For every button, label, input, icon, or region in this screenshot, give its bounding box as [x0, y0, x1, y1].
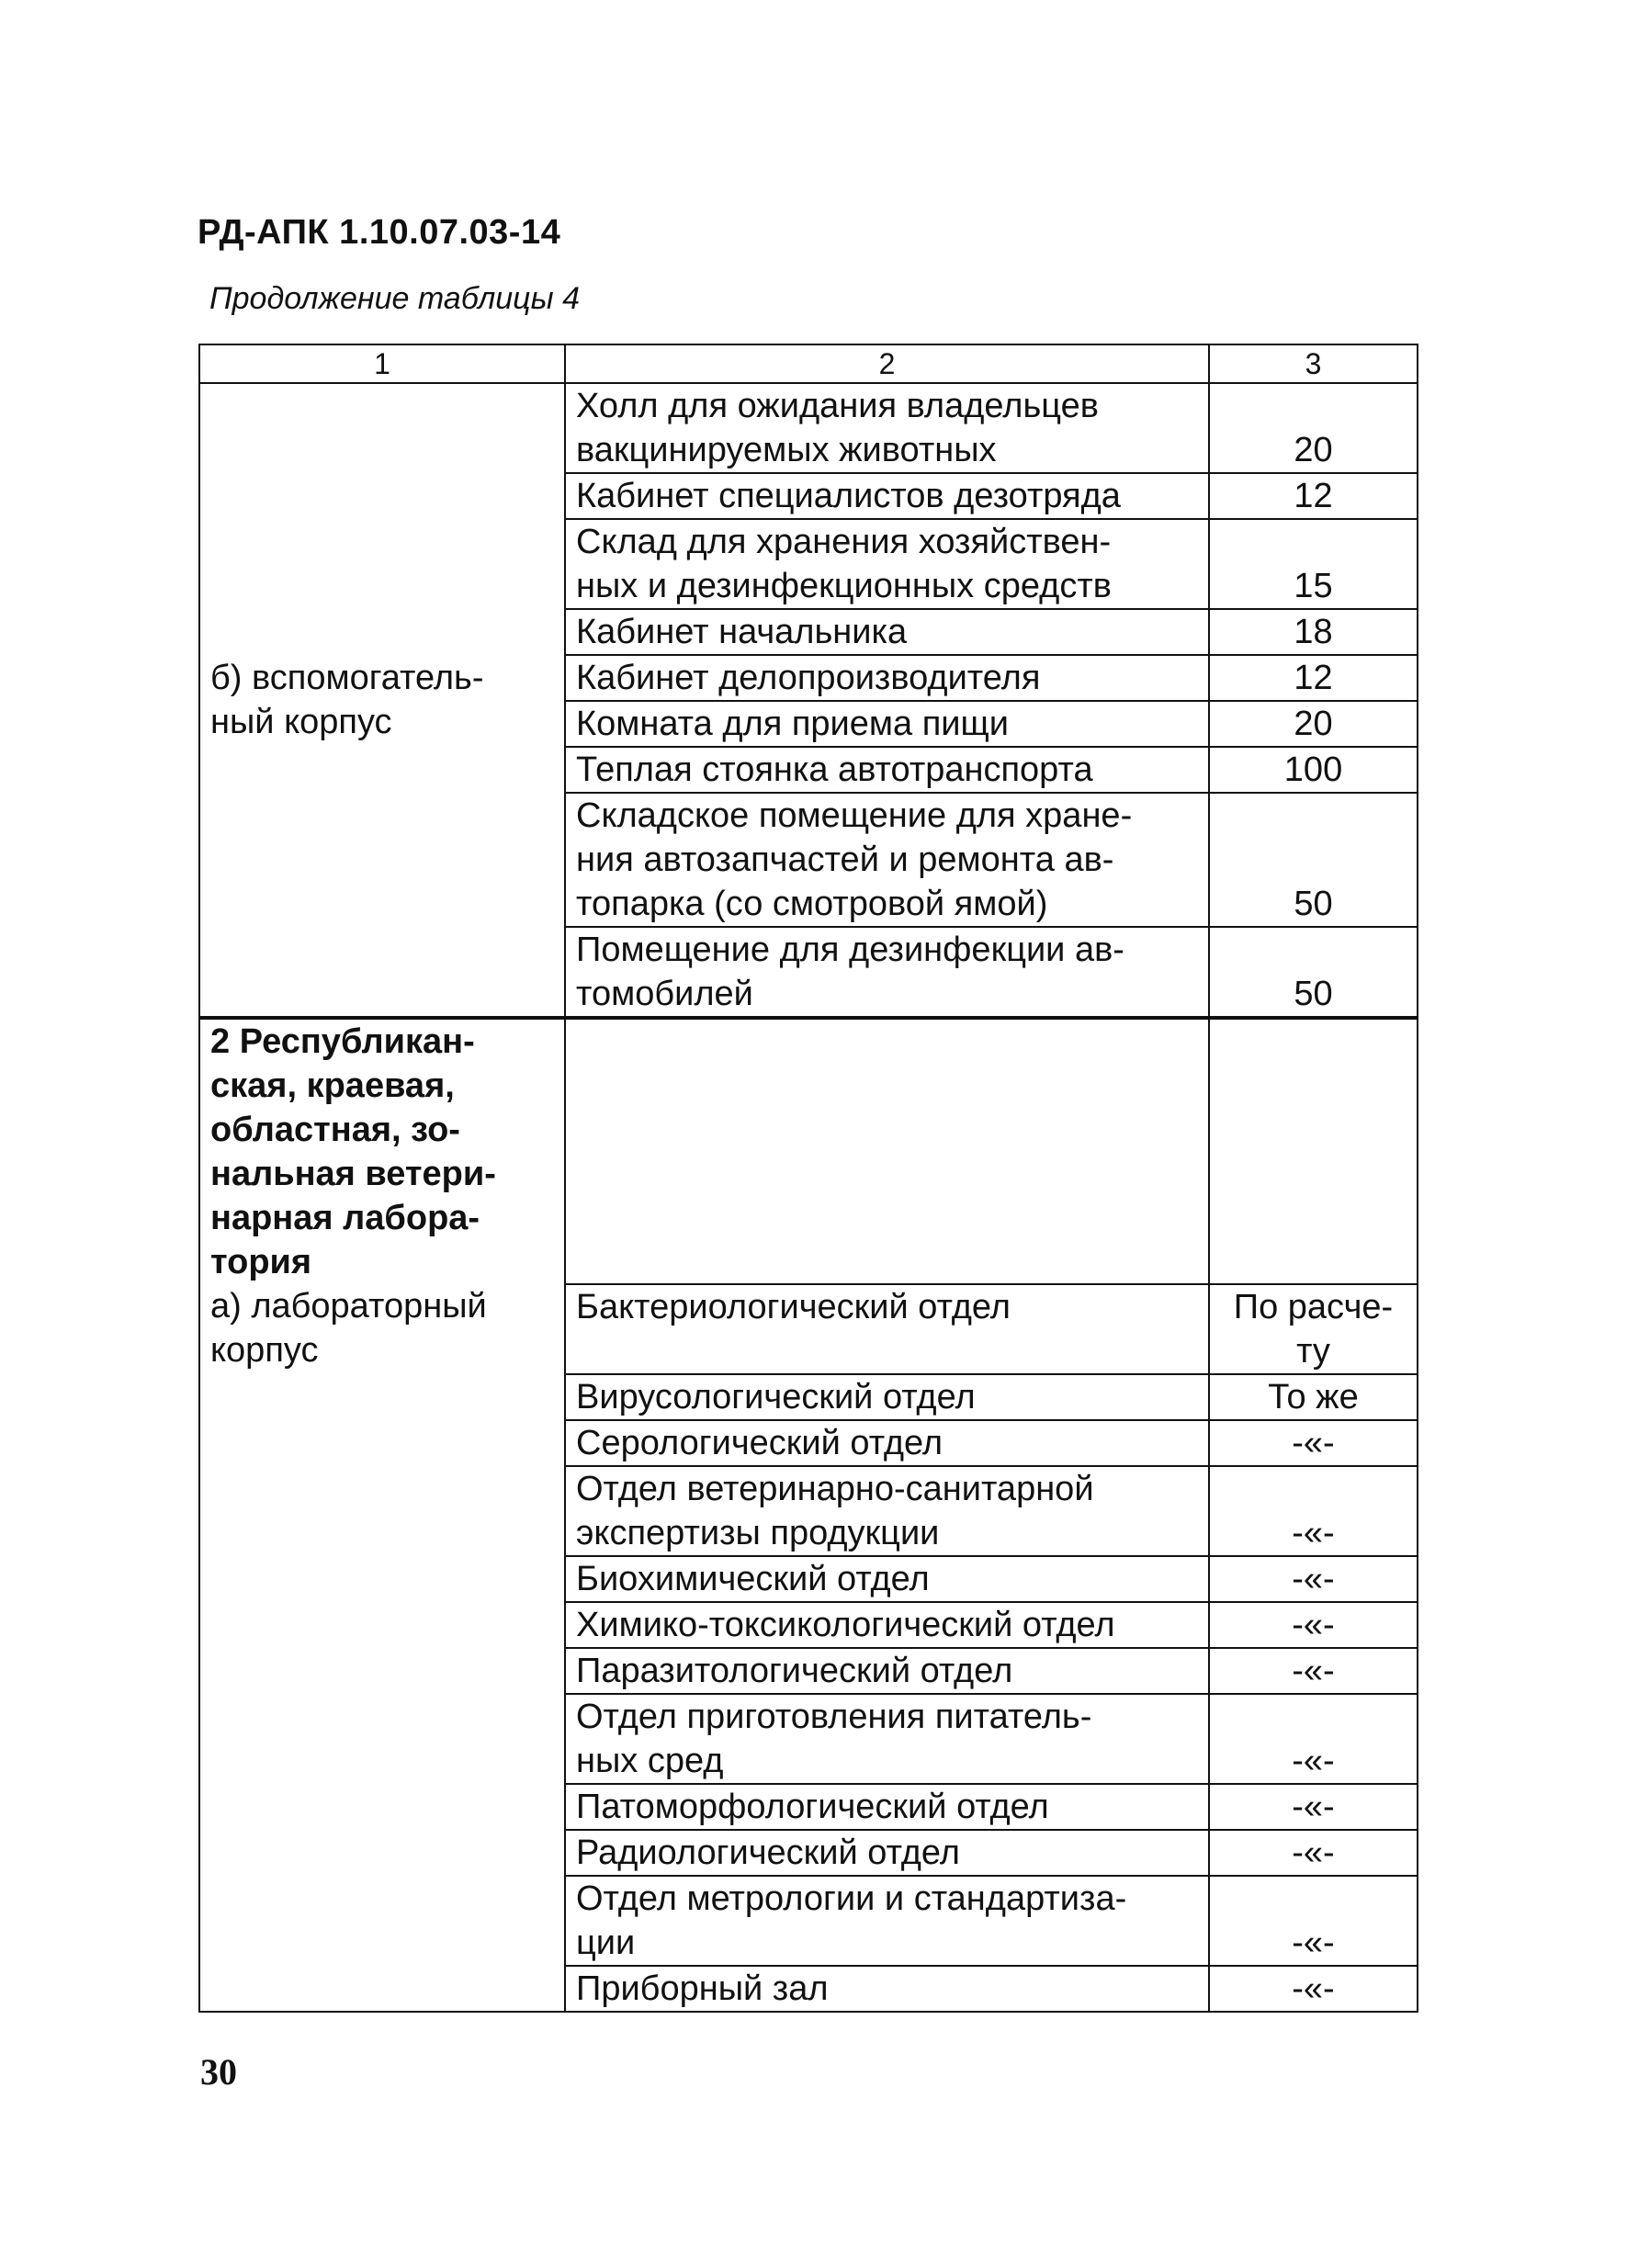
area-value: -«-: [1209, 1648, 1418, 1694]
document-code: РД-АПК 1.10.07.03-14: [198, 213, 561, 252]
department-name: Химико-токсикологический отдел: [565, 1602, 1209, 1648]
table-row: [199, 1284, 1418, 1374]
department-name: Вирусологический отдел: [565, 1374, 1209, 1420]
department-name: Отдел приготовления питатель- ных сред: [565, 1694, 1209, 1784]
department-name: Биохимический отдел: [565, 1556, 1209, 1602]
area-value: -«-: [1209, 1602, 1418, 1648]
table-row: [199, 383, 1418, 473]
department-name: Паразитологический отдел: [565, 1648, 1209, 1694]
area-value: 50: [1209, 793, 1418, 927]
area-value: По расче- ту: [1209, 1284, 1418, 1374]
section-row: [199, 1018, 1418, 1284]
room-name: Кабинет специалистов дезотряда: [565, 473, 1209, 519]
area-value: 20: [1209, 701, 1418, 747]
room-name: Холл для ожидания владельцев вакцинируемых животных: [565, 383, 1209, 473]
area-value: 50: [1209, 927, 1418, 1018]
empty-cell: [1209, 1018, 1418, 1284]
department-name: Бактериологический отдел: [565, 1284, 1209, 1374]
department-name: Приборный зал: [565, 1966, 1209, 2012]
area-value: 12: [1209, 473, 1418, 519]
room-name: Комната для приема пищи: [565, 701, 1209, 747]
empty-cell: [565, 1018, 1209, 1284]
page-number: 30: [200, 2051, 237, 2093]
group-label-cell: [199, 383, 565, 1018]
section-title-cell: [199, 1018, 565, 1284]
column-header-1: 1: [199, 344, 565, 383]
room-name: Складское помещение для хране- ния автозапчастей и ремонта ав- топарка (со смотровой ямой): [565, 793, 1209, 927]
area-value: -«-: [1209, 1966, 1418, 2012]
area-value: То же: [1209, 1374, 1418, 1420]
department-name: Радиологический отдел: [565, 1830, 1209, 1876]
department-name: Отдел ветеринарно-санитарной экспертизы продукции: [565, 1466, 1209, 1556]
table-header-row: [199, 344, 1418, 383]
area-value: -«-: [1209, 1556, 1418, 1602]
area-value: 15: [1209, 519, 1418, 609]
area-value: -«-: [1209, 1420, 1418, 1466]
department-name: Серологический отдел: [565, 1420, 1209, 1466]
room-name: Склад для хранения хозяйствен- ных и дезинфекционных средств: [565, 519, 1209, 609]
area-value: -«-: [1209, 1466, 1418, 1556]
sub-label-cell: [199, 1284, 565, 2012]
area-value: -«-: [1209, 1876, 1418, 1966]
department-name: Патоморфологический отдел: [565, 1784, 1209, 1830]
room-name: Теплая стоянка автотранспорта: [565, 747, 1209, 793]
table-caption: Продолжение таблицы 4: [209, 281, 580, 316]
column-header-2: 2: [565, 344, 1209, 383]
area-value: 100: [1209, 747, 1418, 793]
room-name: Помещение для дезинфекции ав- томобилей: [565, 927, 1209, 1018]
section-title: 2 Республикан- ская, краевая, областная, зо- нальная ветери- нарная лабора- тория: [210, 1022, 496, 1281]
department-name: Отдел метрологии и стандартиза- ции: [565, 1876, 1209, 1966]
area-value: -«-: [1209, 1830, 1418, 1876]
area-value: 12: [1209, 655, 1418, 701]
area-value: 20: [1209, 383, 1418, 473]
area-value: -«-: [1209, 1784, 1418, 1830]
area-value: -«-: [1209, 1694, 1418, 1784]
group-label: б) вспомогатель- ный корпус: [210, 659, 484, 741]
sub-label: а) лабораторный корпус: [210, 1287, 487, 1370]
room-name: Кабинет начальника: [565, 609, 1209, 655]
room-name: Кабинет делопроизводителя: [565, 655, 1209, 701]
data-table: [198, 344, 1418, 2013]
column-header-3: 3: [1209, 344, 1418, 383]
area-value: 18: [1209, 609, 1418, 655]
